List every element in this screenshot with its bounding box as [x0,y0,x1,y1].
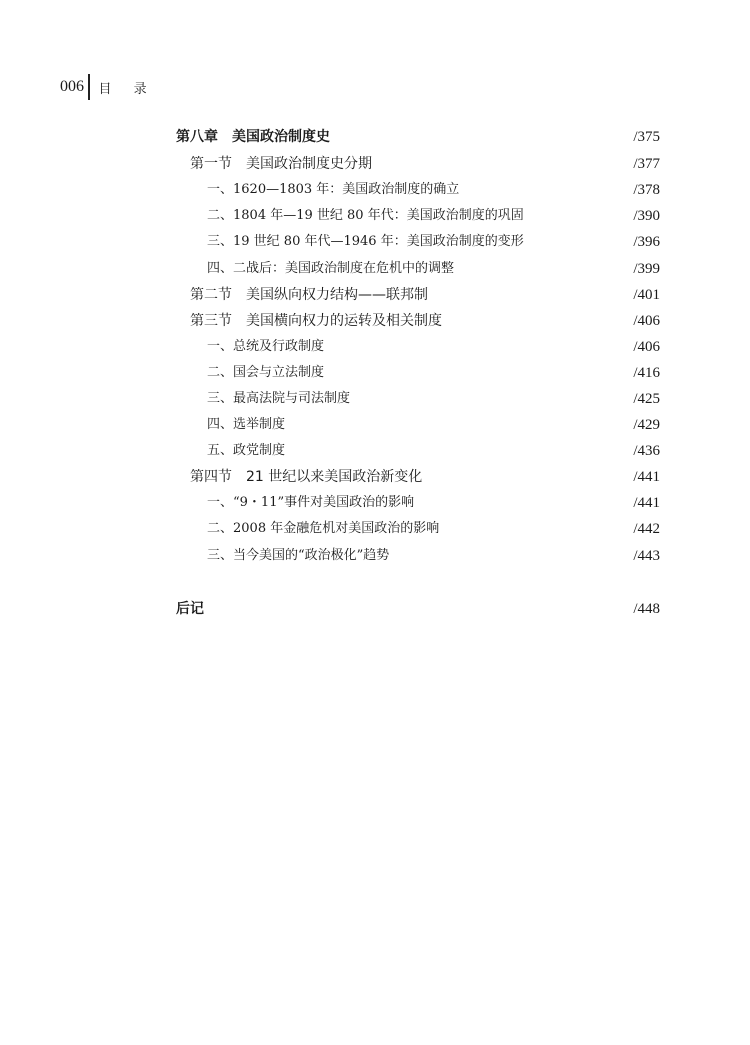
toc-entry-page: /441 [633,469,660,485]
toc-entry-title: 三、当今美国的“政治极化”趋势 [207,548,390,563]
toc-entry-page: /375 [633,129,660,145]
toc-entry-title: 四、选举制度 [207,417,286,432]
toc-entry-title: 第一节 美国政治制度史分期 [190,156,372,172]
toc-entry-item [0,543,750,569]
toc-entry-item [0,386,750,412]
toc-entry-section [0,151,750,177]
toc-entry-title: 第八章 美国政治制度史 [176,129,330,145]
toc-entry-page: /406 [633,313,660,329]
toc-entry-page: /425 [633,391,660,407]
toc-entry-item [0,412,750,438]
toc-entry-title: 四、二战后：美国政治制度在危机中的调整 [207,261,455,276]
toc-entry-title: 一、1620—1803 年：美国政治制度的确立 [207,182,460,197]
toc-entry-title: 二、2008 年金融危机对美国政治的影响 [207,521,440,536]
toc-entry-item [0,177,750,203]
toc-entry-item [0,360,750,386]
toc-entry-item [0,256,750,282]
toc-entry-title: 二、国会与立法制度 [207,365,325,380]
toc-entry-title: 后记 [176,601,204,617]
toc-entry-item [0,438,750,464]
toc-entry-item [0,516,750,542]
toc-entry-page: /442 [633,521,660,537]
toc-entry-page: /448 [633,601,660,617]
toc-entry-page: /378 [633,182,660,198]
toc-entry-page: /401 [633,287,660,303]
toc-entry-page: /399 [633,261,660,277]
toc-entry-section [0,282,750,308]
toc-entry-title: 第二节 美国纵向权力结构——联邦制 [190,287,428,303]
toc-entry-item [0,490,750,516]
toc-entry-title: 三、19 世纪 80 年代—1946 年：美国政治制度的变形 [207,234,524,249]
toc-entry-title: 二、1804 年—19 世纪 80 年代：美国政治制度的巩固 [207,208,524,223]
toc-entry-page: /396 [633,234,660,250]
header-title: 目 录 [98,81,156,97]
toc-entry-item [0,203,750,229]
toc-entry-title: 一、“9・11”事件对美国政治的影响 [207,495,415,510]
toc-entry-page: /443 [633,548,660,564]
toc-entry-end [0,596,750,622]
toc-entry-page: /436 [633,443,660,459]
toc-entry-section [0,308,750,334]
toc-entry-chapter [0,124,750,150]
toc-entry-page: /406 [633,339,660,355]
toc-entry-item [0,229,750,255]
page-number: 006 [60,78,84,95]
toc-entry-item [0,334,750,360]
toc-entry-title: 第三节 美国横向权力的运转及相关制度 [190,313,442,329]
toc-entry-title: 三、最高法院与司法制度 [207,391,351,406]
toc-entry-page: /441 [633,495,660,511]
toc-entry-page: /416 [633,365,660,381]
toc-entry-title: 五、政党制度 [207,443,286,458]
header-divider [88,74,90,100]
toc-entry-section [0,464,750,490]
toc-entry-page: /390 [633,208,660,224]
toc-entry-page: /429 [633,417,660,433]
toc-entry-page: /377 [633,156,660,172]
running-header [60,72,156,102]
toc-entry-title: 一、总统及行政制度 [207,339,325,354]
toc-entry-title: 第四节 21 世纪以来美国政治新变化 [190,469,423,485]
